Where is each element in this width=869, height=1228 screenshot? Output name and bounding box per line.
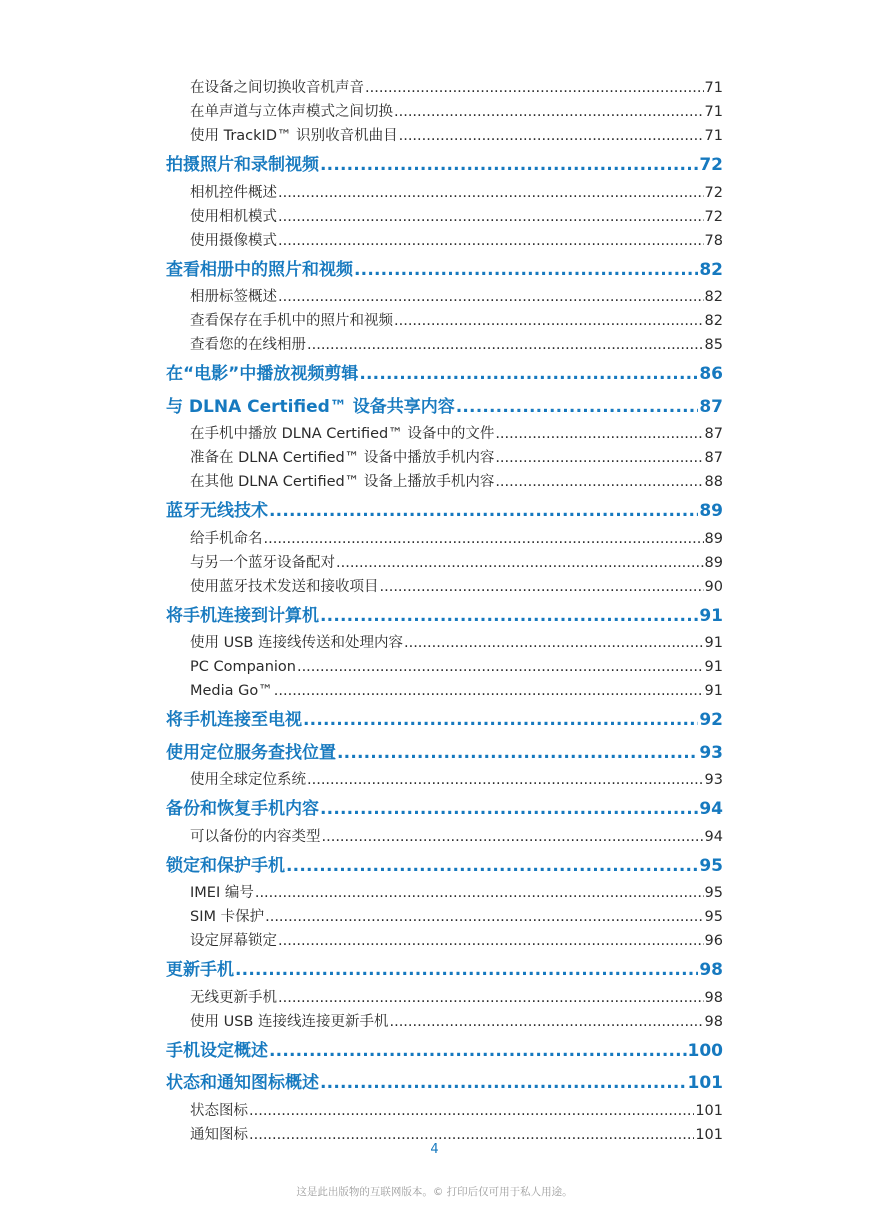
toc-subentry-title: 准备在 DLNA Certified™ 设备中播放手机内容 xyxy=(190,450,495,466)
dot-leader xyxy=(278,986,704,1010)
toc-section-entry[interactable] xyxy=(166,256,723,286)
toc-subentry[interactable] xyxy=(166,422,723,446)
dot-leader xyxy=(394,100,704,124)
toc-subentry[interactable] xyxy=(166,881,723,905)
toc-subentry-title: 在手机中播放 DLNA Certified™ 设备中的文件 xyxy=(190,426,495,442)
toc-page-number: 71 xyxy=(704,104,723,120)
toc-page-number: 88 xyxy=(704,474,723,490)
toc-page-number: 89 xyxy=(704,530,723,547)
toc-page-number: 90 xyxy=(704,578,723,595)
dot-leader xyxy=(399,124,704,148)
toc-section-entry[interactable] xyxy=(166,706,723,736)
toc-section-entry[interactable] xyxy=(166,1037,723,1067)
toc-section-title: 使用定位服务查找位置 xyxy=(166,742,336,763)
toc-subentry-title: 查看保存在手机中的照片和视频 xyxy=(190,313,393,329)
dot-leader xyxy=(307,768,704,792)
dot-leader xyxy=(307,333,704,357)
toc-subentry[interactable] xyxy=(166,825,723,849)
toc-section-entry[interactable] xyxy=(166,956,723,986)
toc-subentry[interactable] xyxy=(166,679,723,703)
toc-page-number: 95 xyxy=(704,885,723,901)
toc-subentry-title: 与另一个蓝牙设备配对 xyxy=(190,554,335,571)
dot-leader xyxy=(456,393,699,423)
toc-page-number: 101 xyxy=(695,1126,723,1143)
toc-page-number: 98 xyxy=(704,1013,723,1030)
toc-subentry-title: Media Go™ xyxy=(190,683,273,699)
toc-subentry[interactable] xyxy=(166,929,723,953)
dot-leader xyxy=(278,205,704,229)
dot-leader xyxy=(337,739,698,769)
toc-subentry-title: 在其他 DLNA Certified™ 设备上播放手机内容 xyxy=(190,474,495,490)
toc-page-number: 72 xyxy=(704,208,723,225)
toc-section-title: 将手机连接到计算机 xyxy=(166,605,319,626)
toc-subentry[interactable] xyxy=(166,229,723,253)
toc-page-number: 91 xyxy=(704,683,723,699)
dot-leader xyxy=(286,852,698,882)
toc-section-title: 拍摄照片和录制视频 xyxy=(166,155,319,175)
dot-leader xyxy=(255,881,704,905)
dot-leader xyxy=(303,706,698,736)
toc-subentry-title: 使用蓝牙技术发送和接收项目 xyxy=(190,578,379,595)
toc-section-title: 锁定和保护手机 xyxy=(166,855,285,876)
toc-subentry-title: PC Companion xyxy=(190,659,296,675)
toc-subentry-title: 使用 USB 连接线传送和处理内容 xyxy=(190,635,403,651)
toc-page-number: 100 xyxy=(687,1040,723,1061)
dot-leader xyxy=(278,181,704,205)
toc-page-number: 89 xyxy=(704,554,723,571)
toc-subentry-title: 设定屏幕锁定 xyxy=(190,933,277,949)
toc-subentry-title: 可以备份的内容类型 xyxy=(190,828,321,845)
toc-section-entry[interactable] xyxy=(166,739,723,769)
toc-subentry[interactable] xyxy=(166,309,723,333)
dot-leader xyxy=(495,422,703,446)
dot-leader xyxy=(389,1010,703,1034)
dot-leader xyxy=(235,956,698,986)
toc-subentry-title: 相机控件概述 xyxy=(190,184,277,201)
dot-leader xyxy=(320,602,698,632)
toc-page-number: 87 xyxy=(704,426,723,442)
toc-page-number: 87 xyxy=(704,450,723,466)
dot-leader xyxy=(320,795,698,825)
toc-section-entry[interactable] xyxy=(166,1069,723,1099)
dot-leader xyxy=(264,527,704,551)
toc-subentry-title: 查看您的在线相册 xyxy=(190,337,306,353)
toc-subentry[interactable] xyxy=(166,446,723,470)
toc-subentry-title: 给手机命名 xyxy=(190,530,263,547)
toc-section-title: 蓝牙无线技术 xyxy=(166,501,268,521)
toc-page-number: 98 xyxy=(704,989,723,1006)
dot-leader xyxy=(495,446,703,470)
toc-page-number: 91 xyxy=(704,659,723,675)
toc-page-number: 78 xyxy=(704,232,723,249)
toc-section-entry[interactable] xyxy=(166,360,723,390)
dot-leader xyxy=(265,905,703,929)
dot-leader xyxy=(269,1037,687,1067)
toc-page-number: 93 xyxy=(704,772,723,788)
dot-leader xyxy=(320,151,698,181)
dot-leader xyxy=(380,575,704,599)
toc-subentry[interactable] xyxy=(166,333,723,357)
dot-leader xyxy=(354,256,698,286)
toc-section-title: 在“电影”中播放视频剪辑 xyxy=(166,364,359,384)
dot-leader xyxy=(320,1069,687,1099)
dot-leader xyxy=(274,679,704,703)
footer-note: 这是此出版物的互联网版本。© 打印后仅可用于私人用途。 xyxy=(296,1186,573,1198)
toc-page-number: 101 xyxy=(695,1102,723,1119)
toc-subentry[interactable] xyxy=(166,285,723,309)
dot-leader xyxy=(269,497,698,527)
toc-subentry-title: 使用 USB 连接线连接更新手机 xyxy=(190,1013,389,1030)
toc-subentry-title: 状态图标 xyxy=(190,1102,248,1119)
toc-subentry[interactable] xyxy=(166,986,723,1010)
toc-subentry-title: SIM 卡保护 xyxy=(190,909,265,925)
dot-leader xyxy=(278,929,704,953)
toc-page-number: 101 xyxy=(687,1073,723,1093)
toc-page-number: 96 xyxy=(704,933,723,949)
toc-page-number: 82 xyxy=(704,289,723,305)
toc-subentry-title: 使用全球定位系统 xyxy=(190,772,306,788)
toc-section-entry[interactable] xyxy=(166,393,723,423)
toc-page-number: 87 xyxy=(699,396,723,417)
dot-leader xyxy=(404,631,704,655)
toc-page-number: 85 xyxy=(704,337,723,353)
toc-section-title: 手机设定概述 xyxy=(166,1040,268,1061)
toc-subentry[interactable] xyxy=(166,124,723,148)
toc-subentry[interactable] xyxy=(166,100,723,124)
toc-page-number: 94 xyxy=(704,828,723,845)
toc-page-number: 91 xyxy=(704,635,723,651)
toc-page-number: 98 xyxy=(699,960,723,980)
dot-leader xyxy=(394,309,704,333)
page-number: 4 xyxy=(430,1142,439,1157)
toc-page-number: 91 xyxy=(699,605,723,626)
toc-section-title: 查看相册中的照片和视频 xyxy=(166,259,353,280)
toc-page-number: 89 xyxy=(699,501,723,521)
dot-leader xyxy=(249,1099,694,1123)
toc-subentry[interactable] xyxy=(166,551,723,575)
toc-subentry-title: 通知图标 xyxy=(190,1126,248,1143)
toc-section-entry[interactable] xyxy=(166,852,723,882)
toc-subentry[interactable] xyxy=(166,76,723,100)
toc-section-title: 与 DLNA Certified™ 设备共享内容 xyxy=(166,396,455,417)
toc-subentry-title: 使用 TrackID™ 识别收音机曲目 xyxy=(190,128,398,144)
toc-subentry[interactable] xyxy=(166,655,723,679)
toc-page-number: 82 xyxy=(704,313,723,329)
toc-subentry-title: 使用摄像模式 xyxy=(190,232,277,249)
toc-subentry[interactable] xyxy=(166,205,723,229)
toc-page-number: 93 xyxy=(699,742,723,763)
dot-leader xyxy=(359,360,698,390)
dot-leader xyxy=(297,655,704,679)
toc-subentry-title: 相册标签概述 xyxy=(190,289,277,305)
dot-leader xyxy=(278,229,704,253)
dot-leader xyxy=(336,551,704,575)
toc-subentry-title: 无线更新手机 xyxy=(190,989,277,1006)
toc-page-number: 71 xyxy=(704,80,723,96)
toc-section-title: 更新手机 xyxy=(166,960,234,980)
toc-page-number: 86 xyxy=(699,364,723,384)
toc-page-number: 95 xyxy=(699,855,723,876)
toc-subentry[interactable] xyxy=(166,181,723,205)
table-of-contents xyxy=(166,76,723,1147)
toc-subentry-title: IMEI 编号 xyxy=(190,885,254,901)
toc-page-number: 72 xyxy=(699,155,723,175)
toc-subentry[interactable] xyxy=(166,905,723,929)
toc-section-entry[interactable] xyxy=(166,602,723,632)
toc-subentry-title: 使用相机模式 xyxy=(190,208,277,225)
dot-leader xyxy=(365,76,704,100)
toc-section-title: 备份和恢复手机内容 xyxy=(166,799,319,819)
toc-section-entry[interactable] xyxy=(166,151,723,181)
toc-section-title: 状态和通知图标概述 xyxy=(166,1073,319,1093)
toc-subentry-title: 在单声道与立体声模式之间切换 xyxy=(190,104,393,120)
toc-subentry[interactable] xyxy=(166,1099,723,1123)
toc-page-number: 71 xyxy=(704,128,723,144)
dot-leader xyxy=(278,285,704,309)
toc-subentry[interactable] xyxy=(166,768,723,792)
toc-page-number: 92 xyxy=(699,710,723,730)
toc-subentry[interactable] xyxy=(166,527,723,551)
toc-section-entry[interactable] xyxy=(166,497,723,527)
dot-leader xyxy=(495,470,703,494)
toc-page-number: 82 xyxy=(699,259,723,280)
toc-section-entry[interactable] xyxy=(166,795,723,825)
toc-subentry[interactable] xyxy=(166,631,723,655)
toc-section-title: 将手机连接至电视 xyxy=(166,710,302,730)
toc-subentry[interactable] xyxy=(166,575,723,599)
dot-leader xyxy=(322,825,704,849)
toc-subentry[interactable] xyxy=(166,470,723,494)
toc-subentry-title: 在设备之间切换收音机声音 xyxy=(190,80,364,96)
toc-page-number: 95 xyxy=(704,909,723,925)
toc-subentry[interactable] xyxy=(166,1010,723,1034)
toc-page-number: 94 xyxy=(699,799,723,819)
toc-page-number: 72 xyxy=(704,184,723,201)
